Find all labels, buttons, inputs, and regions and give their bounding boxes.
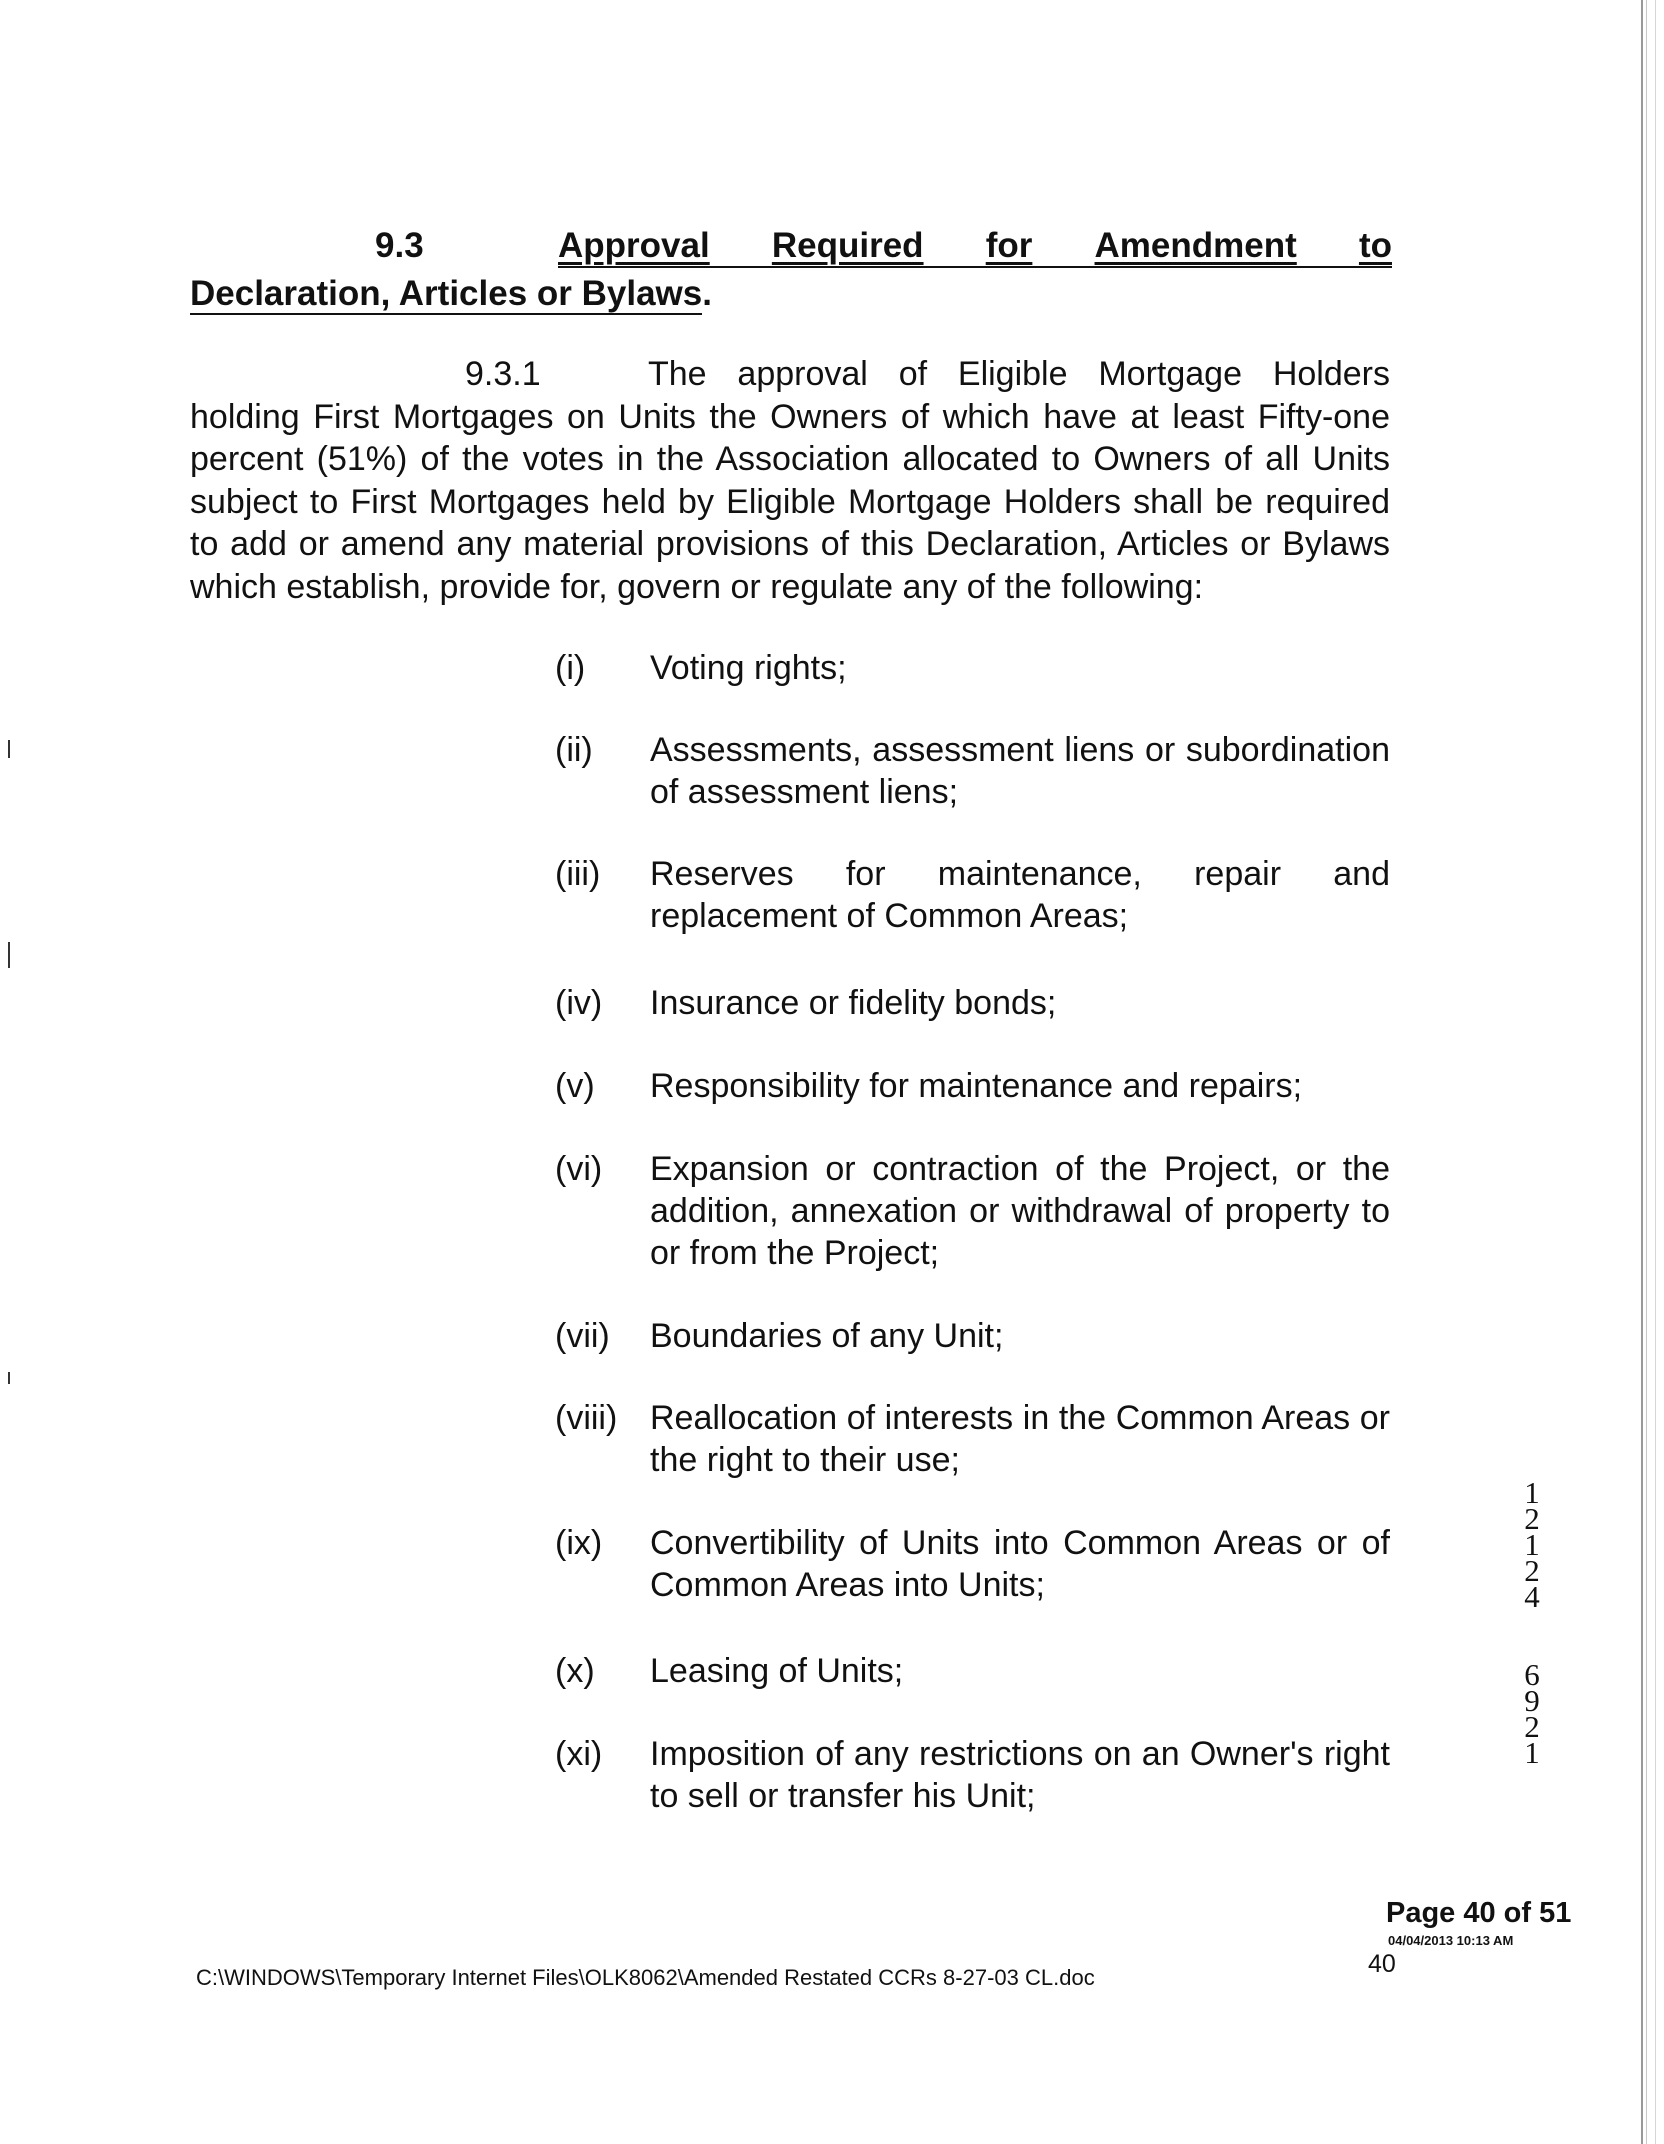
list-item-text: Convertibility of Units into Common Areas or of Common Areas into Units;: [650, 1524, 1390, 1604]
section-title-word: to: [1358, 226, 1392, 265]
list-item-marker: (viii): [555, 1399, 618, 1437]
paragraph-number: 9.3.1: [465, 355, 541, 393]
recording-digit: 4: [1524, 1579, 1540, 1614]
scan-edge-line: [1646, 0, 1647, 2144]
list-item-text: Insurance or fidelity bonds;: [650, 984, 1057, 1022]
section-title-word: Amendment: [1094, 226, 1297, 265]
list-item-text: Reserves for maintenance, repair and replacement of Common Areas;: [650, 855, 1390, 935]
list-item-text: Reallocation of interests in the Common Areas or the right to their use;: [650, 1399, 1390, 1479]
section-number: 9.3: [375, 226, 424, 265]
scan-edge-line: [1655, 0, 1656, 2144]
paragraph-text: The approval of Eligible Mortgage Holders holding First Mortgages on Units the Owners of which have at least Fifty-one percent (51%) of the votes in the Association allocated to Owners of all Units subject to First Mortgages held by Eligible Mortgage Holders shall be required to add or amend any material provisions of this Declaration, Articles or Bylaws which establish, provide for, govern or regulate any of the following:: [190, 355, 1390, 606]
list-item-text: Expansion or contraction of the Project, or the addition, annexation or withdrawal of property to or from the Project;: [650, 1150, 1390, 1272]
page-number: 40: [1368, 1950, 1396, 1978]
paragraph-9-3-1: [190, 353, 1390, 608]
section-heading: [190, 226, 1392, 272]
recording-digit: 2: [1524, 1709, 1540, 1744]
section-title-period: .: [702, 274, 712, 313]
file-path: C:\WINDOWS\Temporary Internet Files\OLK8062\Amended Restated CCRs 8-27-03 CL.doc: [196, 1965, 1095, 1990]
list-item-marker: (vi): [555, 1150, 603, 1188]
list-item-marker: (ix): [555, 1524, 603, 1562]
recording-gap: [1512, 1610, 1552, 1662]
recording-digit: 1: [1524, 1735, 1540, 1770]
recording-number: [1512, 1475, 1552, 1770]
recording-digit: 1: [1524, 1527, 1540, 1562]
list-item-marker: (v): [555, 1067, 595, 1105]
list-item-marker: (vii): [555, 1317, 610, 1355]
list-item-marker: (ii): [555, 731, 593, 769]
section-title-underlined: Declaration, Articles or Bylaws: [190, 274, 703, 313]
list-item-marker: (i): [555, 649, 586, 687]
recording-digit: 2: [1524, 1553, 1540, 1588]
list-item-marker: (iv): [555, 984, 603, 1022]
scan-margin-mark: [8, 942, 10, 968]
section-title-line1: [558, 226, 1392, 268]
section-title-word: for: [985, 226, 1033, 265]
section-title-word: Required: [771, 226, 924, 265]
list-item-text: Voting rights;: [650, 649, 847, 687]
scan-margin-mark: [8, 740, 10, 758]
list-item-marker: (x): [555, 1652, 595, 1690]
scan-edge-line: [1641, 0, 1643, 2144]
section-title-word: Approval: [558, 226, 710, 265]
page-of-label: Page 40 of 51: [1386, 1897, 1572, 1929]
list-item-marker: (xi): [555, 1735, 603, 1773]
recording-digit: 9: [1524, 1683, 1540, 1718]
section-title-line2: [190, 272, 712, 316]
recording-digit: 2: [1524, 1501, 1540, 1536]
list-item-text: Responsibility for maintenance and repairs;: [650, 1067, 1303, 1105]
list-item-text: Leasing of Units;: [650, 1652, 904, 1690]
list-item-text: Boundaries of any Unit;: [650, 1317, 1004, 1355]
recording-digit: 1: [1524, 1475, 1540, 1510]
recording-digit: 6: [1524, 1657, 1540, 1692]
list-item-text: Imposition of any restrictions on an Owner's right to sell or transfer his Unit;: [650, 1735, 1390, 1815]
print-timestamp: 04/04/2013 10:13 AM: [1388, 1933, 1514, 1948]
list-item-marker: (iii): [555, 855, 601, 893]
scan-margin-mark: [8, 1372, 10, 1384]
list-item-text: Assessments, assessment liens or subordination of assessment liens;: [650, 731, 1390, 811]
